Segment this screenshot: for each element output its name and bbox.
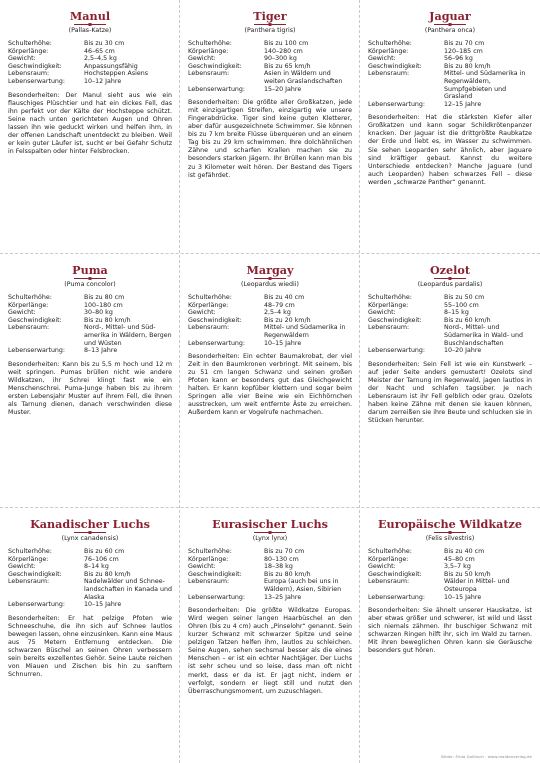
fact-label: Gewicht: [188,563,216,571]
fact-value: 46–65 cm [84,47,115,55]
animal-name: Jaguar [429,9,471,23]
fact-label: Geschwindigkeit: [188,62,242,70]
title-ornament [430,23,470,26]
fact-label: Körperlänge: [188,555,229,563]
description: Besonderheiten: Ein echter Baumakrobat, der viel Zeit in den Baumkronen verbringt. Mit seinem, bis zu 51 cm langen Schwanz und seinen großen Pfoten kann er besonders gut das Gleichgewicht halten. Er kann kopfüber klettern und sogar beim Springen alle vier Beine wie ein Eichhörnchen ausstrecken, um weit entfernte Äste zu erreichen. Außerdem kann er Vogelrufe nachmachen. [188,353,352,417]
fact-table [8,548,172,609]
image-credit: Bilder: Frida Gallitsch · www.maldonverlag.de [441,754,532,759]
fact-value: Bis zu 60 cm [84,548,125,555]
fact-label: Gewicht: [368,563,396,571]
fact-row-shoulder [8,40,172,48]
fact-row-speed [188,571,352,579]
fact-table [188,40,352,93]
fact-value: 48–79 cm [264,301,295,309]
fact-value: Bis zu 40 cm [264,294,305,301]
description: Besonderheiten: Die größte aller Großkatzen, jede mit einzigartigen Streifen, einzigartig wie unsere Fingerabdrücke. Tiger sind keine guten Kletterer, aber dafür ausgezeichnete Schwimmer. Sie können bis zu 7 km breite Flüsse überqueren und an einem Tag bis zu 29 km schwimmen. Ihre dolchähnlichen Zähne und scharfen Krallen machen sie zu besonders starken Jägern. Ihr Brüllen kann man bis zu 3 Kilometer weit hören. Der Bestand des Tigers ist gefährdet. [188,99,352,179]
fact-row-weight [8,563,172,571]
fact-label: Körperlänge: [368,301,409,309]
animal-card [364,2,536,250]
latin-name: (Leopardus wiedii) [241,281,299,288]
fact-label: Gewicht: [8,563,36,571]
animal-card [4,256,176,504]
fact-value: Anpassungsfähig [84,62,138,70]
fact-row-life [8,601,172,609]
fact-row-habitat [8,70,172,78]
fact-value: Bis zu 40 cm [444,548,485,555]
latin-name: (Panthera onca) [424,27,476,34]
fact-label: Körperlänge: [368,555,409,563]
fact-value: 90–300 kg [264,55,297,63]
fact-label: Lebensraum: [188,70,230,78]
latin-name: (Leopardus pardalis) [417,281,483,288]
fact-row-speed [368,571,532,579]
fact-row-shoulder [188,548,352,556]
animal-card [364,510,536,758]
fact-row-speed [8,63,172,71]
fact-label: Gewicht: [188,309,216,317]
fact-value: Bis zu 60 km/h [444,316,491,324]
fact-value: 8–14 kg [84,563,109,571]
description: Besonderheiten: Kann bis zu 5,5 m hoch und 12 m weit springen. Pumas brüllen nicht wie andere Wildkatzen, ihr Schrei klingt fast wie ein Menschenschrei. Puma-Junge haben bis zu ihrem ersten Lebensjahr Muster auf ihrem Fell, die ihnen als Tarnung dienen, danach verschwinden diese Muster. [8,360,172,417]
description: Besonderheiten: Sie ähnelt unserer Hauskatze, ist aber etwas größer und schwerer, ist wild und lässt sich niemals zähmen. Ihr buschiger Schwanz mit schwarzen Ringen hilft ihr, sich im Wald zu tarnen. Mit ihren beweglichen Ohren kann sie Geräusche besonders gut hören. [368,607,532,655]
fact-row-body [8,302,172,310]
fact-value: 55–100 cm [444,301,479,309]
fact-label: Geschwindigkeit: [188,316,242,324]
fact-row-speed [188,317,352,325]
fact-value: Nadelwälder und Schneelandschaften in Kanada und Alaska [84,578,172,601]
fact-row-habitat [368,70,532,100]
fact-label: Gewicht: [368,309,396,317]
fact-value: Bis zu 50 km/h [444,570,491,578]
latin-name: (Pallas-Katze) [68,27,112,34]
animal-card [364,256,536,504]
fact-value: 10–15 Jahre [264,339,302,347]
fact-label: Geschwindigkeit: [8,316,62,324]
fact-table [8,40,172,86]
fact-label: Lebensraum: [188,324,230,332]
animal-name: Eurasischer Luchs [212,517,328,531]
fact-row-shoulder [368,294,532,302]
cut-line-vertical [179,0,180,763]
fact-value: 2,5–4 kg [264,309,291,317]
animal-card [184,510,356,758]
fact-table [368,294,532,355]
title-ornament [250,23,290,26]
fact-value: 15–20 Jahre [264,85,302,93]
latin-name: (Panthera tigris) [244,27,296,34]
fact-label: Schulterhöhe: [368,40,412,47]
animal-card [4,2,176,250]
latin-name: (Lynx lynx) [252,535,288,542]
fact-label: Schulterhöhe: [368,548,412,555]
fact-row-life [188,86,352,94]
fact-row-habitat [368,324,532,347]
fact-value: 3,5–7 kg [444,563,471,571]
fact-row-life [8,347,172,355]
fact-label: Schulterhöhe: [8,548,52,555]
fact-row-weight [188,563,352,571]
fact-value: Bis zu 80 km/h [84,316,131,324]
fact-value: 12–15 Jahre [444,100,482,108]
fact-value: Bis zu 80 cm [84,294,125,301]
fact-label: Körperlänge: [188,301,229,309]
fact-row-weight [368,55,532,63]
title-ornament [430,277,470,280]
fact-value: Bis zu 80 km/h [84,570,131,578]
fact-row-shoulder [8,294,172,302]
fact-row-body [188,302,352,310]
fact-label: Lebenserwartung: [188,593,246,601]
fact-value: Bis zu 50 cm [444,294,485,301]
title-ornament [70,277,110,280]
fact-label: Lebensraum: [8,324,50,332]
fact-row-speed [188,63,352,71]
fact-table [188,548,352,601]
fact-label: Körperlänge: [8,47,49,55]
fact-value: Bis zu 65 km/h [264,62,311,70]
fact-value: 18–38 kg [264,563,293,571]
fact-row-life [188,594,352,602]
title-ornament [70,531,110,534]
title-ornament [70,23,110,26]
fact-label: Gewicht: [188,55,216,63]
fact-label: Körperlänge: [8,301,49,309]
fact-value: 100–180 cm [84,301,123,309]
animal-card [4,510,176,758]
animal-name: Manul [69,9,111,23]
description: Besonderheiten: Sein Fell ist wie ein Kunstwerk – auf jeder Seite anders gemustert! Ozelots sind Meister der Tarnung im Regenwald, jagen lautlos in der Nacht und schlafen tagsüber. Je nach Lebensraum ist ihr Fell gelblich oder grau. Ozelots haben keine Zähne mit denen sie kauen können, darum zerreißen sie ihre Beute und schlucken sie in Stücken herunter. [368,360,532,425]
fact-label: Schulterhöhe: [188,294,232,301]
fact-value: 120–185 cm [444,47,483,55]
fact-row-life [368,347,532,355]
fact-row-habitat [368,578,532,593]
fact-row-speed [8,317,172,325]
fact-row-weight [188,55,352,63]
fact-label: Körperlänge: [368,47,409,55]
fact-label: Schulterhöhe: [8,294,52,301]
fact-row-life [188,340,352,348]
fact-label: Schulterhöhe: [188,40,232,47]
title-ornament [250,277,290,280]
fact-label: Lebenserwartung: [188,85,246,93]
fact-row-shoulder [368,548,532,556]
fact-label: Geschwindigkeit: [368,570,422,578]
fact-value: 140–280 cm [264,47,303,55]
fact-label: Gewicht: [8,55,36,63]
fact-row-body [188,48,352,56]
fact-value: 2,5–4,5 kg [84,55,117,63]
fact-value: Bis zu 70 cm [444,40,485,47]
fact-value: Bis zu 80 km/h [264,570,311,578]
fact-value: Bis zu 80 km/h [444,62,491,70]
fact-label: Lebenserwartung: [8,77,66,85]
fact-label: Lebensraum: [188,578,230,586]
fact-row-body [188,556,352,564]
fact-label: Gewicht: [8,309,36,317]
fact-row-shoulder [188,40,352,48]
fact-table [8,294,172,355]
animal-name: Europäische Wildkatze [378,517,522,531]
animal-name: Puma [72,263,108,277]
fact-label: Gewicht: [368,55,396,63]
fact-row-speed [368,317,532,325]
fact-value: Nord-, Mittel- und Südamerika in Wald- und Buschlandschaften [444,324,524,347]
animal-name: Ozelot [429,263,471,277]
fact-table [368,40,532,108]
description: Besonderheiten: Der Manul sieht aus wie ein flauschiges Plüschtier und hat ein dickes Fell, das ihn perfekt vor der Kälte der Hochsteppe schützt. Seine nach unten gerichteten Augen und Ohren lassen ihn wie geduckt wirken und helfen ihm, in der offenen Landschaft unentdeckt zu bleiben. Weil er kein guter Läufer ist, sucht er bei Gefahr Schutz in Felsspalten oder hinter Felsbrocken. [8,91,172,155]
cut-line-horizontal [0,253,540,254]
fact-label: Lebenserwartung: [8,347,66,355]
fact-row-habitat [188,578,352,593]
fact-row-weight [368,309,532,317]
fact-label: Geschwindigkeit: [188,570,242,578]
fact-row-habitat [188,324,352,339]
fact-label: Schulterhöhe: [368,294,412,301]
fact-value: Mittel- und Südamerika in Regenwäldern [264,324,346,339]
fact-row-life [368,101,532,109]
fact-value: 80–130 cm [264,555,299,563]
fact-label: Geschwindigkeit: [368,316,422,324]
latin-name: (Felis silvestris) [425,535,475,542]
fact-table [188,294,352,347]
title-ornament [250,531,290,534]
fact-row-weight [8,309,172,317]
fact-label: Körperlänge: [188,47,229,55]
fact-label: Geschwindigkeit: [8,62,62,70]
fact-value: 8–13 Jahre [84,347,118,355]
fact-value: Europa (auch bei uns in Wäldern), Asien, Sibirien [264,578,342,593]
fact-label: Lebenserwartung: [8,601,66,609]
fact-row-speed [8,571,172,579]
fact-row-weight [188,309,352,317]
fact-label: Lebensraum: [8,578,50,586]
fact-row-shoulder [8,548,172,556]
fact-row-life [8,78,172,86]
latin-name: (Puma concolor) [64,281,116,288]
description: Besonderheiten: Hat die stärksten Kiefer aller Großkatzen und kann sogar Schildkrötenpanzer knacken. Der Jaguar ist die drittgrößte Raubkatze der Erde und liebt es, im Wasser zu schwimmen. Sie sehen Leoparden sehr ähnlich, aber Jaguare sind kräftiger gebaut. Kannst du weitere Unterschiede entdecken? Manche Jaguare (und auch Leoparden) haben schwarzes Fell – diese werden „schwarze Panther“ genannt. [368,114,532,186]
animal-name: Tiger [253,9,287,23]
fact-label: Körperlänge: [8,555,49,563]
fact-value: Bis zu 70 cm [264,548,305,555]
fact-row-body [8,556,172,564]
animal-name: Margay [246,263,294,277]
fact-label: Lebenserwartung: [368,347,426,355]
latin-name: (Lynx canadensis) [61,535,119,542]
fact-row-life [368,594,532,602]
fact-value: 13–25 Jahre [264,593,302,601]
fact-value: Mittel- und Südamerika in Regenwäldern, Sumpfgebieten und Grasland [444,70,526,101]
fact-label: Lebenserwartung: [368,593,426,601]
fact-label: Geschwindigkeit: [8,570,62,578]
fact-value: 56–96 kg [444,55,473,63]
fact-value: Nord-, Mittel- und Südamerika in Wäldern, Bergen und Wüsten [84,324,172,347]
fact-row-speed [368,63,532,71]
fact-value: 10–15 Jahre [84,601,122,609]
fact-label: Lebenserwartung: [368,100,426,108]
fact-label: Lebensraum: [368,324,410,332]
description: Besonderheiten: Die größte Wildkatze Europas. Wird wegen seiner langen Haarbüschel an den Ohren (bis zu 4 cm) auch „Pinselohr“ genannt. Sein kurzer Schwanz mit schwarzer Spitze und seine pelzigen Tatzen helfen ihm, lautlos zu schleichen. Seine Augen, sehen sechsmal besser als die eines Menschen – er ist ein echter Nachtjäger. Der Luchs ist sehr scheu und so leise, dass man oft nicht merkt, dass er da ist. Er jagt nicht, indem er verfolgt, sondern er liegt still und nutzt den Überraschungsmoment, um zuzuschlagen. [188,607,352,695]
fact-table [368,548,532,601]
fact-row-habitat [8,324,172,347]
fact-label: Lebensraum: [368,70,410,78]
fact-value: 30–80 kg [84,309,113,317]
fact-value: Bis zu 30 cm [84,40,125,47]
fact-value: 8–15 kg [444,309,469,317]
fact-value: Asien in Wäldern und weiten Graslandschaften [264,70,343,85]
fact-label: Schulterhöhe: [8,40,52,47]
fact-row-habitat [8,578,172,601]
fact-label: Lebenserwartung: [188,339,246,347]
cut-line-horizontal [0,507,540,508]
cut-line-vertical [359,0,360,763]
fact-label: Schulterhöhe: [188,548,232,555]
fact-row-body [368,556,532,564]
fact-row-body [8,48,172,56]
fact-row-habitat [188,70,352,85]
fact-value: Wälder in Mittel- und Osteuropa [444,578,510,593]
title-ornament [430,531,470,534]
fact-row-weight [368,563,532,571]
fact-label: Lebensraum: [8,70,50,78]
fact-value: 76–106 cm [84,555,119,563]
fact-label: Geschwindigkeit: [368,62,422,70]
fact-row-shoulder [368,40,532,48]
fact-label: Lebensraum: [368,578,410,586]
fact-row-weight [8,55,172,63]
fact-value: 45–80 cm [444,555,475,563]
fact-value: Hochsteppen Asiens [84,70,149,78]
fact-row-body [368,302,532,310]
fact-value: 10–20 Jahre [444,347,482,355]
animal-card [184,2,356,250]
fact-value: Bis zu 20 km/h [264,316,311,324]
animal-name: Kanadischer Luchs [30,517,150,531]
fact-row-body [368,48,532,56]
fact-value: Bis zu 100 cm [264,40,309,47]
fact-value: 10–12 Jahre [84,77,122,85]
description: Besonderheiten: Er hat pelzige Pfoten wie Schneeschuhe, die ihn sich auf Schnee lautlos bewegen lassen, ohne einzusinken. Kann eine Maus aus 75 Metern Entfernung entdecken. Die schwarzen Büschel an seinen Ohren verbessern sein bereits exzellentes Gehör. Seine Laute reichen von Miauen und Zischen bis hin zu sanftem Schnurren. [8,614,172,679]
animal-card [184,256,356,504]
fact-value: 10–15 Jahre [444,593,482,601]
fact-row-shoulder [188,294,352,302]
